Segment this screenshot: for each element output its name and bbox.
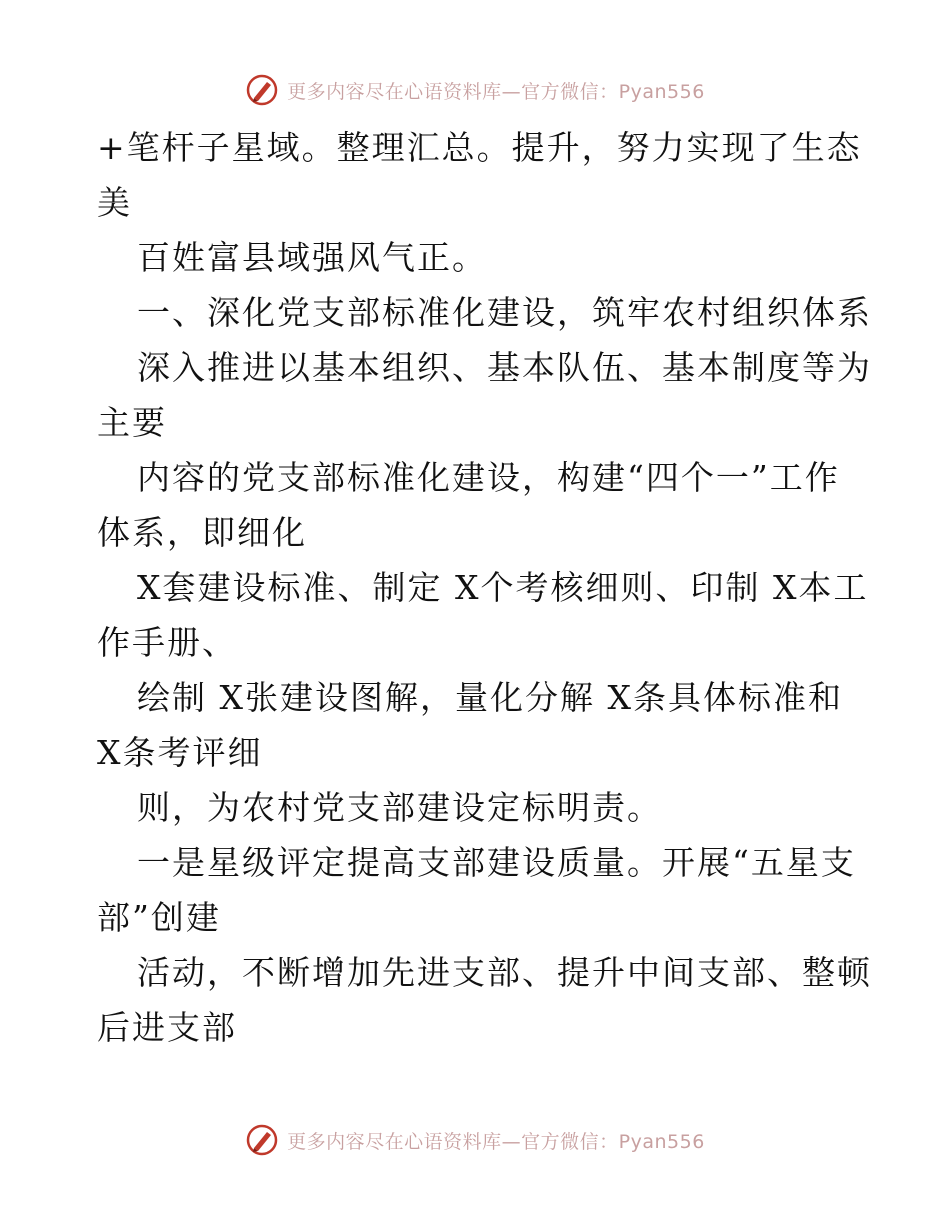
header-banner: [0, 70, 950, 110]
text-line: X条考评细: [97, 733, 263, 772]
text-line: 内容的党支部标准化建设，构建“四个一”工作: [137, 458, 840, 497]
text-line: 后进支部: [97, 1008, 237, 1047]
text-line: +笔杆子星域。整理汇总。提升，努力实现了生态: [97, 128, 862, 167]
text-line: 一是星级评定提高支部建设质量。开展“五星支: [137, 843, 856, 882]
text-line: 作手册、: [97, 623, 237, 662]
text-line: 体系，即细化: [97, 513, 307, 552]
text-line: 百姓富县域强风气正。: [137, 238, 487, 277]
pen-circle-logo-icon: [245, 1123, 279, 1157]
footer-banner-text: 更多内容尽在心语资料库—官方微信：Pyan556: [287, 1130, 705, 1153]
text-line: X套建设标准、制定 X个考核细则、印制 X本工: [137, 568, 869, 607]
text-line: 深入推进以基本组织、基本队伍、基本制度等为: [137, 348, 872, 387]
text-line: 美: [97, 183, 132, 222]
footer-banner: [0, 1120, 950, 1160]
text-line: 主要: [97, 403, 167, 442]
text-line: 部”创建: [97, 898, 221, 937]
header-banner-text: 更多内容尽在心语资料库—官方微信：Pyan556: [287, 80, 705, 103]
document-body: [97, 120, 877, 1055]
text-line: 活动，不断增加先进支部、提升中间支部、整顿: [137, 953, 872, 992]
pen-circle-logo-icon: [245, 73, 279, 107]
text-line: 绘制 X张建设图解，量化分解 X条具体标准和: [137, 678, 843, 717]
text-line: 则，为农村党支部建设定标明责。: [137, 788, 662, 827]
text-line: 一、深化党支部标准化建设，筑牢农村组织体系: [137, 293, 872, 332]
